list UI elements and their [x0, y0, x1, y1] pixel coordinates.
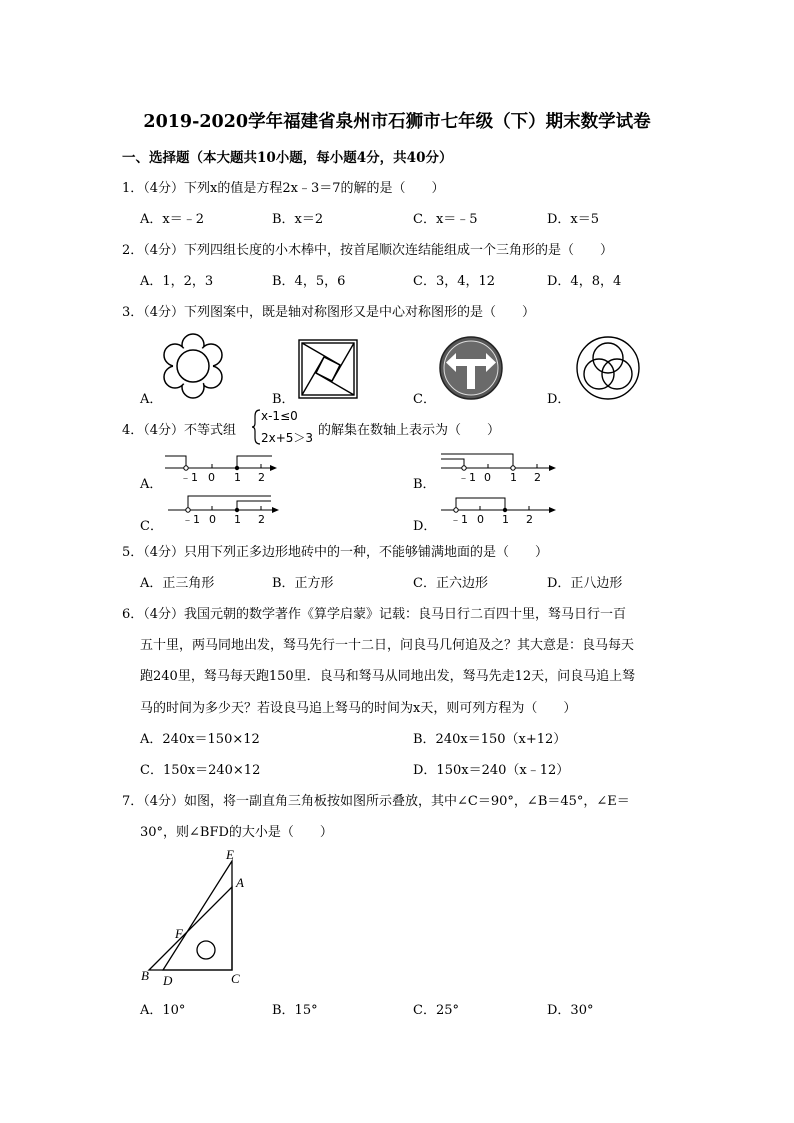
- q5-option-c: C．正六边形: [413, 576, 488, 591]
- q7-option-c: C．25°: [413, 1003, 459, 1018]
- label-d: D: [163, 973, 173, 988]
- tick-label: 0: [208, 471, 215, 484]
- label-f: F: [175, 926, 183, 941]
- q1-option-c: C．x＝﹣5: [413, 212, 478, 227]
- tick-label: 2: [534, 471, 541, 484]
- tick-label: ﹣1: [450, 513, 468, 526]
- question-6-line-4: 马的时间为多少天？若设良马追上驽马的时间为x天，则可列方程为（ ）: [140, 701, 577, 716]
- q5-option-d: D．正八边形: [547, 576, 623, 591]
- q7-option-a: A．10°: [140, 1003, 186, 1018]
- question-7-line-1: 7．（4分）如图，将一副直角三角板按如图所示叠放，其中∠C＝90°，∠B＝45°，∠E＝: [122, 794, 630, 809]
- tick-label: 0: [484, 471, 491, 484]
- q3-option-c: C．: [413, 392, 436, 407]
- q1-option-a: A．x＝﹣2: [140, 212, 204, 227]
- q7-option-b: B．15°: [272, 1003, 318, 1018]
- tick-label: 1: [510, 471, 517, 484]
- inequality-2: 2x+5＞3: [261, 431, 314, 445]
- tick-label: 1: [234, 471, 241, 484]
- question-6-line-2: 五十里，两马同地出发，驽马先行一十二日，问良马几何追及之？其大意是：良马每天: [140, 638, 635, 653]
- q2-option-a: A．1，2，3: [140, 274, 214, 289]
- number-line-c: [163, 494, 288, 524]
- q4-option-b: B．: [413, 477, 436, 492]
- question-6-line-1: 6．（4分）我国元朝的数学著作《算学启蒙》记载：良马日行二百四十里，驽马日行一百: [122, 607, 627, 622]
- question-7-line-2: 30°，则∠BFD的大小是（ ）: [140, 825, 333, 840]
- three-arc-figure: [575, 335, 641, 401]
- page-title: 2019-2020学年福建省泉州市石狮市七年级（下）期末数学试卷: [143, 112, 651, 132]
- tick-label: 2: [258, 471, 265, 484]
- number-line-a: [160, 452, 280, 482]
- tick-label: 0: [477, 513, 484, 526]
- triangle-set-square-figure: [135, 843, 265, 993]
- tick-label: 1: [234, 513, 241, 526]
- tick-label: ﹣1: [180, 471, 198, 484]
- tick-label: 2: [526, 513, 533, 526]
- label-e: E: [226, 847, 234, 862]
- q2-option-b: B．4，5，6: [272, 274, 346, 289]
- number-line-b: [436, 452, 561, 482]
- q4-option-d: D．: [413, 519, 437, 534]
- q6-option-b: B．240x＝150（x+12）: [413, 732, 567, 747]
- question-1-stem: 1．（4分）下列x的值是方程2x﹣3＝7的解的是（ ）: [122, 181, 445, 196]
- q4-option-a: A．: [140, 477, 163, 492]
- q6-option-c: C．150x＝240×12: [140, 763, 261, 778]
- label-b: B: [141, 968, 149, 983]
- label-a: A: [236, 875, 244, 890]
- q5-option-b: B．正方形: [272, 576, 334, 591]
- q3-option-b: B．: [272, 392, 295, 407]
- q6-option-d: D．150x＝240（x﹣12）: [413, 763, 570, 778]
- number-line-d: [436, 494, 561, 524]
- q1-option-b: B．x＝2: [272, 212, 324, 227]
- tick-label: 0: [209, 513, 216, 526]
- question-4-stem-prefix: 4．（4分）不等式组: [122, 423, 237, 438]
- question-2-stem: 2．（4分）下列四组长度的小木棒中，按首尾顺次连结能组成一个三角形的是（ ）: [122, 243, 614, 258]
- q4-option-c: C．: [140, 519, 163, 534]
- tick-label: ﹣1: [458, 471, 476, 484]
- q1-option-d: D．x＝5: [547, 212, 600, 227]
- q5-option-a: A．正三角形: [140, 576, 215, 591]
- road-sign-figure: [438, 335, 504, 401]
- tick-label: 1: [502, 513, 509, 526]
- question-6-line-3: 跑240里，驽马每天跑150里．良马和驽马从同地出发，驽马先走12天，问良马追上驽: [140, 669, 636, 684]
- q3-option-a: A．: [140, 392, 163, 407]
- question-3-stem: 3．（4分）下列图案中，既是轴对称图形又是中心对称图形的是（ ）: [122, 305, 536, 320]
- tick-label: 2: [258, 513, 265, 526]
- pinwheel-square-figure: [298, 339, 360, 401]
- question-5-stem: 5．（4分）只用下列正多边形地砖中的一种，不能够铺满地面的是（ ）: [122, 545, 549, 560]
- q3-option-d: D．: [547, 392, 571, 407]
- inequality-1: x-1≤0: [261, 409, 298, 423]
- q2-option-c: C．3，4，12: [413, 274, 496, 289]
- q2-option-d: D．4，8，4: [547, 274, 622, 289]
- q7-option-d: D．30°: [547, 1003, 594, 1018]
- section-heading: 一、选择题（本大题共10小题，每小题4分，共40分）: [122, 150, 453, 166]
- tick-label: ﹣1: [182, 513, 200, 526]
- label-c: C: [231, 971, 240, 986]
- q6-option-a: A．240x＝150×12: [140, 732, 260, 747]
- flower-figure: [158, 331, 228, 401]
- question-4-stem-suffix: 的解集在数轴上表示为（ ）: [318, 423, 501, 438]
